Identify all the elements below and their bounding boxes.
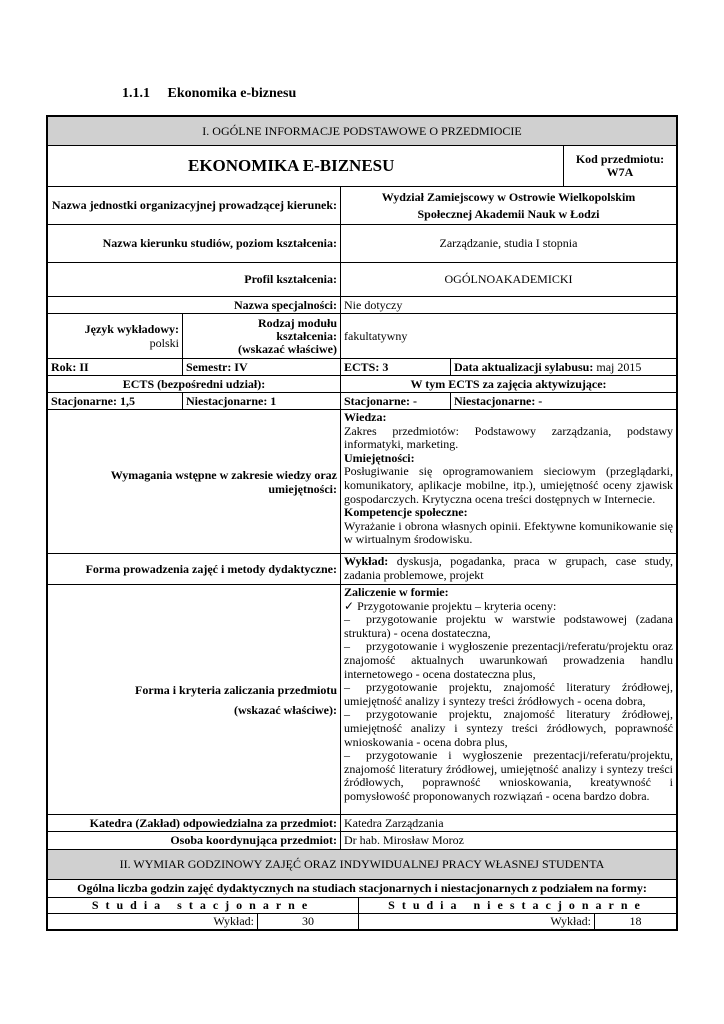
criteria-item (344, 640, 673, 681)
criteria-item-text: przygotowanie projektu, znajomość literatury źródłowej, umiejętność analizy i syntezy treści źródłowych, poprawność wnioskowania - ocena dobra plus, (344, 707, 673, 749)
forms-content (340, 554, 676, 584)
specialty-row (48, 297, 676, 314)
criteria-item-text: przygotowanie i wygłoszenie prezentacji/referatu/projektu, znajomość literatury źródłowej, umiejętność analizy i syntezy treści źródłowych, poprawność wnioskowania, kreatywność i pomysłowość proponowanych rozwiązań - ocena bardzo dobra. (344, 748, 673, 803)
section2-header-row (48, 850, 676, 880)
ects-active-header: W tym ECTS za zajęcia aktywizujące: (340, 376, 676, 392)
unit-line2: Społecznej Akademii Nauk w Łodzi (417, 206, 600, 221)
forms-label: Forma prowadzenia zajęć i metody dydaktyczne: (85, 561, 337, 576)
section1-header-row (48, 117, 676, 146)
update-value: maj 2015 (596, 360, 642, 374)
forms-text: dyskusja, pogadanka, praca w grupach, case study, zadania problemowe, projekt (344, 554, 674, 582)
ects-direct-header: ECTS (bezpośredni udział): (122, 376, 266, 391)
dash-icon: – (344, 639, 350, 654)
criteria-check-text: Przygotowanie projektu – kryteria oceny: (357, 598, 557, 613)
ects-total: ECTS: 3 (340, 359, 450, 375)
update-cell (450, 359, 676, 375)
dept-label: Katedra (Zakład) odpowiedzialna za przedmiot: (89, 815, 337, 830)
forms-heading: Wykład: (344, 554, 389, 568)
stac-lecture-hours: 30 (257, 914, 358, 929)
requirements-label-line2: umiejętności: (268, 481, 337, 496)
year-row (48, 359, 676, 376)
wiedza-text: Zakres przedmiotów: Podstawowy zarządzania, podstawy informatyki, marketing. (344, 423, 673, 452)
course-code: W7A (606, 165, 634, 179)
unit-line1: Wydział Zamiejscowy w Ostrowie Wielkopolskim (381, 189, 636, 204)
kompetencje-heading: Kompetencje społeczne: (344, 505, 468, 520)
specialty-value: Nie dotyczy (340, 297, 676, 313)
section2-subheader-row (48, 880, 676, 898)
dash-icon: – (344, 707, 350, 722)
coordinator-row (48, 832, 676, 850)
dash-icon: – (344, 748, 350, 763)
coordinator-label: Osoba koordynująca przedmiot: (170, 833, 337, 847)
kompetencje-text: Wyrażanie i obrona własnych opinii. Efektywne komunikowanie się w wirtualnym środowisku. (344, 518, 673, 547)
criteria-item (344, 613, 673, 640)
section-title: Ekonomika e-biznesu (167, 86, 297, 101)
criteria-item-text: przygotowanie i wygłoszenie prezentacji/referatu/projektu oraz znajomość aktualnych uwarunkowań prowadzenia handlu internetowego - ocena dostateczna plus, (344, 639, 673, 681)
criteria-item-text: przygotowanie projektu, znajomość literatury źródłowej, umiejętność analizy i syntezy treści źródłowych - ocena dobra, (344, 680, 673, 708)
niestac-header: Studia niestacjonarne (358, 898, 676, 913)
criteria-label-line1: Forma i kryteria zaliczania przedmiotu (135, 682, 337, 697)
umiejetnosci-text: Posługiwanie się oprogramowaniem sieciowym (przeglądarki, komunikatory, aplikacje mobilne, itp.), umiejętność oceny zjawisk gospodarczych. Krytyczna ocena treści dostępnych w Internecie. (344, 464, 673, 506)
stac-lecture-label: Wykład: (213, 914, 254, 928)
criteria-heading: Zaliczenie w formie: (344, 585, 449, 599)
field-row (48, 225, 676, 263)
criteria-label-line2: (wskazać właściwe): (234, 702, 337, 717)
dept-value: Katedra Zarządzania (340, 815, 676, 831)
requirements-row (48, 410, 676, 554)
semester-value: Semestr: IV (182, 359, 340, 375)
module-label-line1: Rodzaj modułu (257, 315, 337, 330)
ects-values-row (48, 393, 676, 410)
niestac-lecture-label: Wykład: (358, 914, 594, 929)
criteria-row (48, 585, 676, 815)
coordinator-value: Dr hab. Mirosław Moroz (340, 832, 676, 849)
profile-value: OGÓLNOAKADEMICKI (340, 263, 676, 296)
wiedza-heading: Wiedza: (344, 410, 387, 424)
language-cell (48, 314, 182, 358)
course-row (48, 146, 676, 187)
ects-header-row (48, 376, 676, 393)
language-value: polski (149, 336, 179, 350)
ects-niestac: Niestacjonarne: 1 (182, 393, 340, 409)
study-mode-header-row (48, 898, 676, 914)
year-value: Rok: II (51, 359, 89, 374)
requirements-label-line1: Wymagania wstępne w zakresie wiedzy oraz (110, 467, 337, 482)
course-name: EKONOMIKA E-BIZNESU (188, 156, 395, 175)
criteria-item (344, 749, 673, 803)
section-number: 1.1.1 (122, 86, 150, 101)
module-label (182, 314, 340, 358)
profile-row (48, 263, 676, 297)
language-module-row (48, 314, 676, 359)
dept-row (48, 815, 676, 832)
unit-value (340, 187, 676, 224)
criteria-label (48, 585, 340, 814)
criteria-check-line (344, 600, 673, 614)
umiejetnosci-heading: Umiejętności: (344, 450, 415, 465)
unit-label: Nazwa jednostki organizacyjnej prowadzącej kierunek: (51, 198, 337, 212)
module-label-line2: kształcenia: (276, 328, 337, 343)
stac-header: Studia stacjonarne (91, 898, 315, 912)
course-code-label: Kod przedmiotu: (575, 152, 665, 166)
lecture-row (48, 914, 676, 929)
update-label: Data aktualizacji sylabusu: (454, 360, 594, 374)
criteria-item (344, 708, 673, 749)
checkmark-icon: ✓ (344, 598, 355, 613)
language-label: Język wykładowy: (84, 322, 179, 336)
profile-label: Profil kształcenia: (244, 272, 337, 286)
syllabus-table (46, 115, 678, 931)
field-label: Nazwa kierunku studiów, poziom kształcenia: (102, 236, 337, 250)
forms-row (48, 554, 676, 585)
requirements-content (340, 410, 676, 553)
section-heading (122, 86, 296, 102)
specialty-label: Nazwa specjalności: (234, 297, 337, 312)
section2-subheader: Ogólna liczba godzin zajęć dydaktycznych na studiach stacjonarnych i niestacjonarnych z podziałem na formy: (77, 881, 647, 895)
dash-icon: – (344, 680, 350, 695)
unit-row (48, 187, 676, 225)
module-value: fakultatywny (340, 314, 676, 358)
dash-icon: – (344, 612, 350, 627)
field-value: Zarządzanie, studia I stopnia (340, 225, 676, 262)
niestac-lecture-hours: 18 (594, 914, 676, 929)
criteria-content (340, 585, 676, 814)
ects-active-niestac: Niestacjonarne: - (450, 393, 676, 409)
requirements-label (48, 410, 340, 553)
criteria-item-text: przygotowanie projektu w warstwie podstawowej (zadana struktura) - ocena dostateczna, (344, 612, 673, 640)
ects-active-stac: Stacjonarne: - (340, 393, 450, 409)
section2-header: II. WYMIAR GODZINOWY ZAJĘĆ ORAZ INDYWIDUALNEJ PRACY WŁASNEJ STUDENTA (119, 857, 605, 871)
criteria-item (344, 681, 673, 708)
module-label-line3: (wskazać właściwe) (238, 341, 337, 356)
course-code-cell (563, 146, 676, 186)
section1-header: I. OGÓLNE INFORMACJE PODSTAWOWE O PRZEDMIOCIE (202, 123, 522, 138)
ects-stac: Stacjonarne: 1,5 (51, 393, 135, 408)
